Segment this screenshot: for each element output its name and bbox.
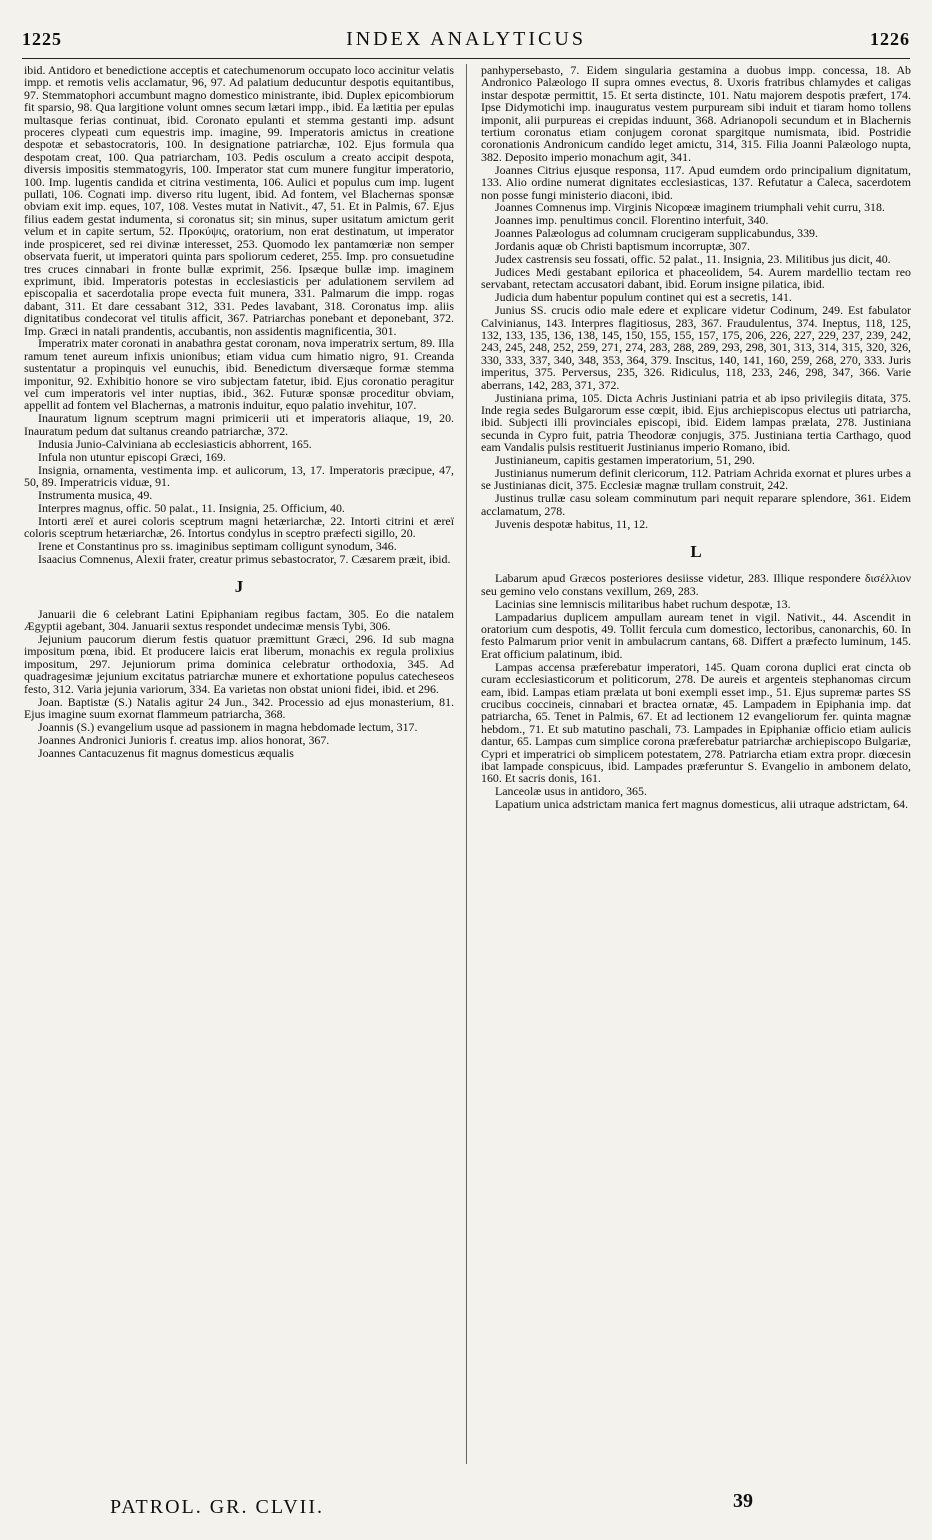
index-entry: Labarum apud Græcos posteriores desiisse videtur, 283. Illique respondere δισέλλιον seu gemino velo constans vexillum, 269, 283. [481, 571, 911, 598]
page-title: INDEX ANALYTICUS [346, 28, 586, 50]
index-entry: Joan. Baptistæ (S.) Natalis agitur 24 Jun., 342. Processio ad ejus monasterium, 81. Ejus imagine suum exornat flammeum patriarcha, 368. [24, 694, 454, 721]
index-entry: Isaacius Comnenus, Alexii frater, creatur primus sebastocrator, 7. Cæsarem præit, ibid. [38, 551, 451, 566]
index-entry: Instrumenta musica, 49. [38, 487, 153, 502]
index-entry: Justiniana prima, 105. Dicta Achris Justiniani patria et ab ipso privilegiis ditata, 375. Inde regia sedes Bulgarorum esse cœpit, ibid. Ejus archiepiscopus electus uti patriarcha, ibid. Subjecti illi provinciales episcopi, ibid. Eidem lampas prælata, 278. Justiniana secunda in Cypro fuit, patria Theodoræ conjugis, 375. Justiniana tertia Carthago, quod eam Vandalis pulsis restituerit Justinianus imperio Romano, ibid. [481, 390, 911, 455]
index-entry: Interpres magnus, offic. 50 palat., 11. Insignia, 25. Officium, 40. [38, 500, 345, 515]
index-entry: Jordanis aquæ ob Christi baptismum incorruptæ, 307. [495, 239, 750, 254]
index-entry: Lampadarius duplicem ampullam auream tenet in vigil. Nativit., 44. Ascendit in oratorium cum despotis, 49. Tollit fercula cum domestico, lectoribus, canonarchis, 60. In festo Palmarum prior venit in ambulacrum cantans, 68. Differt a præfecto luminum, 145. Erat officium palatinum, ibid. [481, 609, 911, 661]
index-entry: Lanceolæ usus in antidoro, 365. [495, 784, 647, 799]
index-entry: Judices Medi gestabant epilorica et phaceolidem, 54. Aurem mardellio tectam reo servabant, retectam accusatori dabant, ibid. Eorum insigne pilatica, ibid. [481, 265, 911, 292]
running-head [22, 28, 910, 54]
index-entry: Justinus trullæ casu soleam comminutum pari nequit reparare splendore, 361. Eidem acclamatum, 278. [481, 491, 911, 518]
index-entry: Joannes Comnenus imp. Virginis Nicopœæ imaginem triumphali vehit curru, 318. [495, 200, 885, 215]
index-entry: Joannes Cantacuzenus fit magnus domesticus æqualis [38, 745, 294, 760]
index-entry: Intorti æreï et aurei coloris sceptrum magni hetæriarchæ, 22. Intorti citrini et æreï coloris sceptrum hetæriarchæ, 26. Intortus condylus in sceptro præfecti sigillo, 20. [24, 513, 454, 541]
footer-signature-number: 39 [733, 1490, 753, 1512]
footer-series: PATROL. GR. CLVII. [110, 1496, 324, 1518]
index-entry: Jejunium paucorum dierum festis quatuor præmittunt Græci, 296. Id sub magna impositum pœna, ibid. Et producere laicis erat liberum, monachis ex regula prolixius impositum, 297. Jejuniorum prima dominica celebratur orthodoxia, 345. Ad quadragesimæ jejunium excitatus patriarchæ munere et exhortatione populus catecheseos festo, 312. Varia jejunia variorum, 334. Ea varietas non obstat unioni fidei, ibid. et 296. [24, 631, 454, 696]
column-divider [466, 64, 467, 1464]
index-entry: ibid. Antidoro et benedictione acceptis et catechumenorum occupato loco accinitur velatis impp. et remotis velis acclamatur, 96, 97. Ad palatium deducuntur despotis equitantibus, 97. Stemmatophori accumbunt magno domestico ministrante, ibid. Duplex epicombiorum fit sparsio, 98. Qua largitione volunt omnes secum lætari impp., ibid. Ea lætitia per epulas multasque ferias continuat, ibid. Coronato epulanti et stemma gestanti imp. adsunt proceres clypeati cum equestris imp. imagine, 99. Imperatoris amictus in creatione despotæ et sebastocratoris, 100. In designatione patriarchæ, 102. Ejus formula qua despotam creat, 100. Qua patriarcham, 103. Pedis osculum a creato accipit despota, diversis impositis stemmatogyris, 100. Imperator stat cum munere fungitur imperatorio, 100. Imp. lugentis candida et citrina vestimenta, 106. Aulici et populus cum imp. lugent pullati, 106. Cognati imp. diverso ritu lugent, ibid. Ad fontem, vel Blachernas sponsæ obviam exit imp. eques, 107, 108. Vestes mutat in Nativit., 47, 51. Et in Palmis, 67. Ejus filius eadem gestat indumenta, si coronatus sit; sin minus, super usitatum amictum gerit velum et in capite sertum, 52. Προκύψις, oratorium, non erat destinatum, ut imperator inde prospiceret, sed rei divinæ interesset, 253. Quomodo lex pantamœriæ non semper observata fuerit, ut imperatori quinta pars spoliorum cederet, 255. Imp. pro consuetudine tres cruces cinnabari in fronte bullæ exprimit, 256. Ipsæque bullæ imp. imaginem exprimunt, ibid. Imperatoris potestas in ecclesiasticis per adulationem servilem ad episcopalia et sacerdotalia prope evecta fuit munera, 331. Palmarum die impp. rogas dabant, 311. Et dare cessabant 312, 331. Pedes lavabant, 318. Coronatus imp. aliis dignitatibus condecorat vel titulis afficit, 367. Patriarchas ponebant et deponebant, 372. Imp. Græci in natali prandentis, accubantis, non assidentis magnificentia, 301. [24, 63, 454, 338]
index-entry: Inauratum lignum sceptrum magni primicerii uti et imperatoris aliaque, 19, 20. Inauratum pedum dat sultanus creando patriarchæ, 372. [24, 411, 454, 438]
index-entry: Juvenis despotæ habitus, 11, 12. [495, 516, 649, 531]
index-entry: Judicia dum habentur populum continet qui est a secretis, 141. [495, 290, 792, 305]
index-entry: Infula non utuntur episcopi Græci, 169. [38, 449, 226, 464]
index-entry: Joannes Palæologus ad columnam crucigeram supplicabundus, 339. [495, 226, 818, 241]
index-entry: Justinianeum, capitis gestamen imperatorium, 51, 290. [495, 453, 755, 468]
index-entry: Irene et Constantinus pro ss. imaginibus septimam colligunt synodum, 346. [38, 538, 397, 553]
index-entry: Joannis (S.) evangelium usque ad passionem in magna hebdomade lectum, 317. [38, 719, 418, 734]
section-letter-l: L [690, 542, 702, 562]
index-entry: Lapatium unica adstrictam manica fert magnus domesticus, alii utraque adstrictam, 64. [495, 797, 909, 812]
index-entry: Januarii die 6 celebrant Latini Epiphaniam regibus factam, 305. Eo die natalem Ægyptii agebant, 304. Januarii sextus respondet undecimæ mensis Tybi, 306. [24, 606, 454, 634]
index-entry: Lacinias sine lemniscis militaribus habet ruchum despotæ, 13. [495, 596, 791, 611]
right-column-number: 1226 [870, 29, 910, 49]
index-entry: Joannes imp. penultimus concil. Florentino interfuit, 340. [495, 213, 769, 228]
index-entry: Judex castrensis seu fossati, offic. 52 palat., 11. Insignia, 23. Militibus jus dicit, 40. [495, 252, 891, 267]
index-entry: Justinianus numerum definit clericorum, 112. Patriam Achrida exornat et plures urbes a se Justinianas dicit, 375. Ecclesiæ magnæ trullam construit, 242. [481, 466, 911, 493]
index-entry: Lampas accensa præferebatur imperatori, 145. Quam corona duplici erat cincta ob curam ecclesiasticorum et politicorum, 278. De aureis et argenteis stephanomas circum eam, ibid. Lampas etiam prælata ut boni exempli esset imp., 51. Ejus supremæ partes SS crucibus coccineis, cinnabari et bractea ornatæ, 45. Lampadem in Epiphania imp. dat patriarcha, 65. Tenet in Palmis, 67. Et ad lectionem 12 evangeliorum fer. quinta magnæ hebdom., 71. Et sub matutino paschali, 73. Lampades in Epiphaniæ officio etiam aulicis dantur, 65. Lampas cum simplice corona præferebatur patriarchæ archiepiscopo Bulgariæ, Cypri et imperatrici ob simplicem potestatem, 278. Patriarcha etiam extra propr. diœcesin ibat lampade conspicuus, ibid. Lampades præferuntur S. Evangelio in ambonem delato, 160. Et sacris donis, 161. [481, 659, 911, 786]
index-entry: Insignia, ornamenta, vestimenta imp. et aulicorum, 13, 17. Imperatoris præcipue, 47, 50, 89. Imperatricis viduæ, 91. [24, 462, 454, 489]
right-column [481, 64, 911, 811]
header-rule [22, 58, 910, 59]
index-entry: Imperatrix mater coronati in anabathra gestat coronam, nova imperatrix sertum, 89. Illa ramum tenet aureum infixis unionibus; etiam vidua cum himatio nigro, 91. Creanda sustentatur a propinquis vel eunuchis, ibid. Benedictum diversæque formæ stemma imponitur, 92. Exhibitio honore se viro subjectam fatetur, ibid. Ejus coronatio peragitur vel cum imperatoris vel inter nuptias, ibid., 362. Futuræ sponsæ proceditur obviam, appellit ad fontem vel Blachernas, a matronis induitur, equo palatio invehitur, 107. [24, 336, 454, 413]
index-entry: Joannes Citrius ejusque responsa, 117. Apud eumdem ordo principalium dignitatum, 133. Alio ordine numerat dignitates ecclesiasticas, 137. Refutatur a Caleca, sacerdotem non posse fungi ministerio diaconi, ibid. [481, 162, 911, 202]
index-entry: Joannes Andronici Junioris f. creatus imp. alios honorat, 367. [38, 732, 330, 747]
left-column-number: 1225 [22, 29, 62, 49]
index-entry: Junius SS. crucis odio male edere et explicare videtur Codinum, 249. Est fabulator Calvinianus, 143. Interpres flagitiosus, 283, 367. Fraudulentus, 374. Ineptus, 118, 125, 132, 133, 135, 136, 138, 145, 150, 155, 155, 157, 175, 206, 226, 227, 229, 237, 239, 242, 243, 245, 248, 252, 259, 271, 274, 283, 288, 289, 293, 298, 301, 313, 314, 315, 320, 326, 330, 333, 337, 340, 348, 353, 364, 379. Inscitus, 140, 141, 160, 259, 268, 270, 333. Juris imperitus, 375. Perversus, 235, 326. Ridiculus, 118, 233, 246, 298, 347, 366. Varie aberrans, 142, 283, 371, 372. [481, 303, 911, 392]
index-entry: Indusia Junio-Calviniana ab ecclesiasticis abhorrent, 165. [38, 436, 312, 451]
section-letter-j: J [234, 577, 244, 597]
index-entry: panhypersebasto, 7. Eidem singularia gestamina a duobus impp. concessa, 18. Ab Andronico Palæologo II supra omnes evectus, 8. Uxoris fratribus chlamydes et caligas instar despotæ permittit, 15. Et serta distincte, 101. Natu majorem despotis præfert, 174. Ipse Didymotichi imp. inauguratus vestem purpuream sibi induit et tiaram homo tollens imponit, alii purpureas ei crepidas induunt, 368. Adrianopoli secundum et in Blachernis tertium coronatus etiam conjugem coronat spargitque numismata, ibid. Postridie coronationis Andronicum candido leget amictu, 314, 315. Filia Joanni Palæologo nupta, 382. Deposito imperio monachum agit, 341. [481, 63, 911, 164]
left-column [24, 64, 454, 760]
